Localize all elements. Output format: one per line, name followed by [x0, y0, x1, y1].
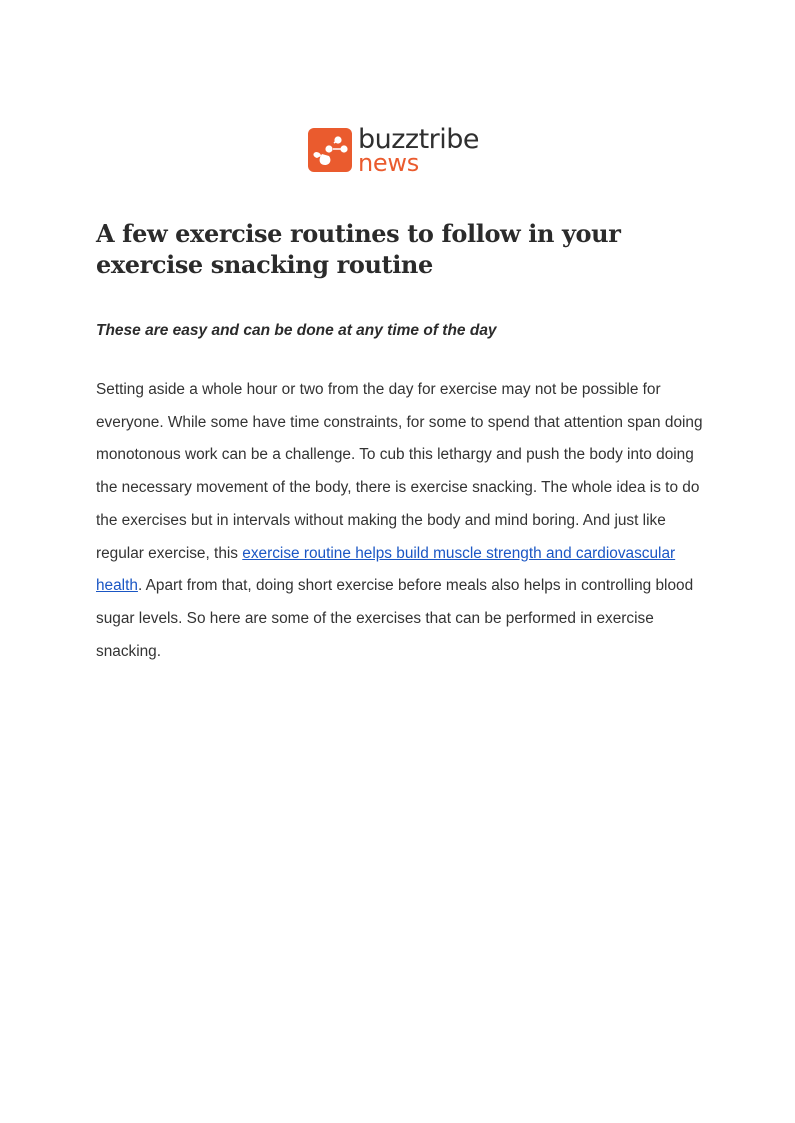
- logo-brand-text: buzztribe: [358, 123, 480, 155]
- bee-logo-icon: [308, 128, 352, 172]
- article-title: A few exercise routines to follow in your exercise snacking routine: [96, 219, 621, 279]
- logo-sub-text: news: [358, 148, 419, 177]
- article-subtitle: These are easy and can be done at any time of the day: [96, 322, 497, 339]
- logo-wordmark: [358, 123, 480, 177]
- exercise-routine-link[interactable]: exercise routine helps build muscle strength and cardiovascular health: [96, 544, 676, 595]
- article-paragraph: [96, 374, 706, 668]
- paragraph-text-after-link: . Apart from that, doing short exercise before meals also helps in controlling blood sugar levels. So here are some of the exercises that can be performed in exercise snacking.: [96, 577, 694, 660]
- paragraph-text-before-link: Setting aside a whole hour or two from the day for exercise may not be possible for everyone. While some have time constraints, for some to spend that attention span doing monotonous work can be a challenge. To cub this lethargy and push the body into doing the necessary movement of the body, there is exercise snacking. The whole idea is to do the exercises but in intervals without making the body and mind boring. And just like regular exercise, this: [96, 381, 703, 562]
- site-logo[interactable]: [308, 117, 488, 183]
